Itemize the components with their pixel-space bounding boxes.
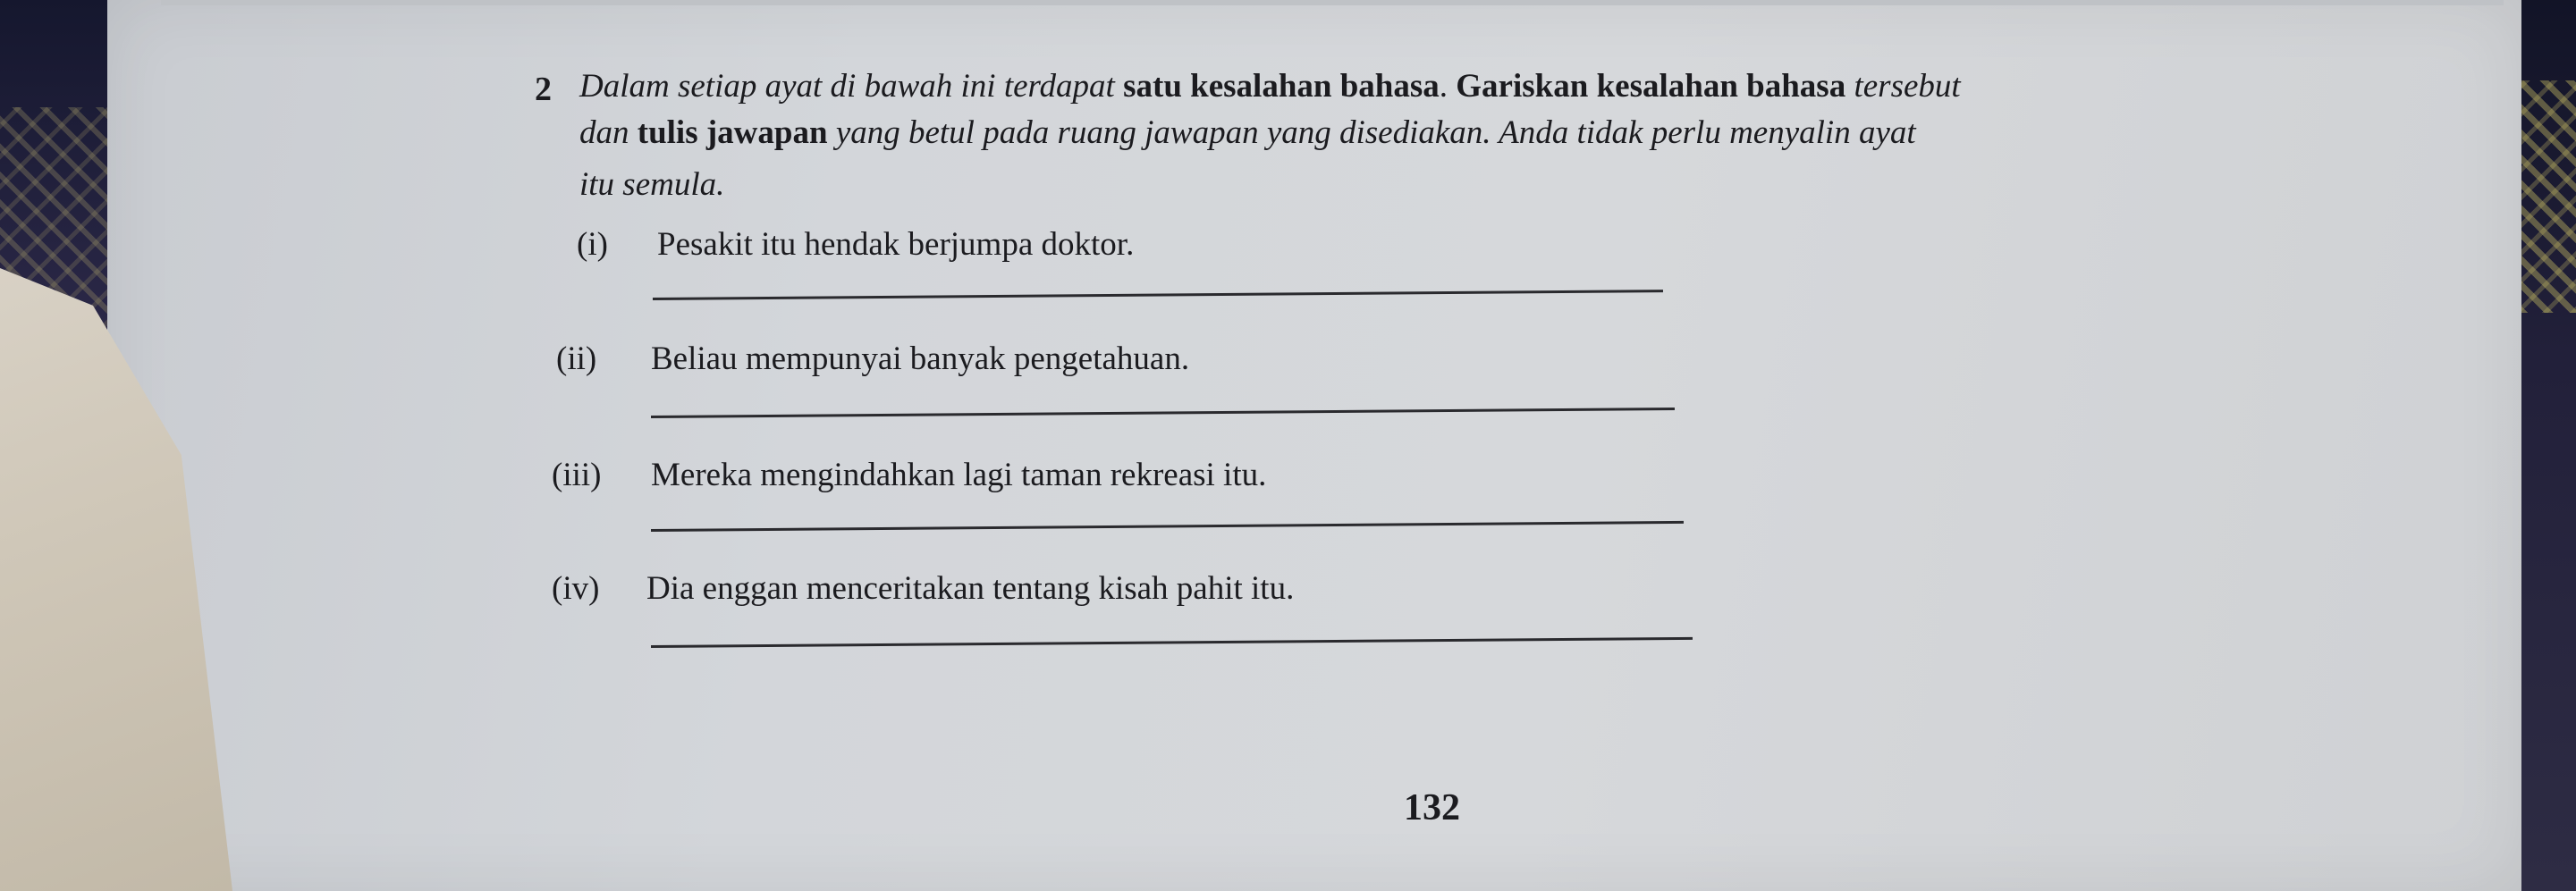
instruction-segment: .: [1439, 68, 1457, 105]
item-label: (iii): [552, 457, 602, 493]
answer-line[interactable]: [651, 637, 1693, 648]
answer-line[interactable]: [653, 290, 1663, 300]
instruction-segment: satu kesalahan bahasa: [1123, 68, 1440, 105]
item-sentence: Mereka mengindahkan lagi taman rekreasi itu.: [651, 457, 1267, 493]
question-number: 2: [535, 71, 552, 108]
instruction-segment: Gariskan kesalahan bahasa: [1456, 68, 1846, 105]
instruction-segment: dan: [579, 114, 638, 151]
answer-line[interactable]: [651, 521, 1684, 532]
answer-line[interactable]: [651, 408, 1675, 418]
instruction-line-1: [579, 70, 2278, 103]
instruction-segment: yang betul pada ruang jawapan yang disediakan. Anda tidak perlu menyalin ayat: [827, 114, 1916, 151]
instruction-segment: itu semula.: [579, 166, 725, 203]
item-sentence: Pesakit itu hendak berjumpa doktor.: [657, 226, 1135, 263]
page-number: 132: [1404, 787, 1460, 828]
instruction-segment: tulis jawapan: [637, 114, 828, 151]
item-sentence: Dia enggan menceritakan tentang kisah pahit itu.: [646, 570, 1295, 607]
instruction-segment: Dalam setiap ayat di bawah ini terdapat: [579, 68, 1124, 105]
instruction-line-2: [579, 116, 2278, 149]
item-label: (i): [577, 226, 608, 263]
instruction-segment: tersebut: [1845, 68, 1961, 105]
instruction-line-3: [579, 168, 2278, 201]
item-label: (iv): [552, 570, 600, 607]
item-sentence: Beliau mempunyai banyak pengetahuan.: [651, 340, 1190, 377]
item-label: (ii): [556, 340, 597, 377]
